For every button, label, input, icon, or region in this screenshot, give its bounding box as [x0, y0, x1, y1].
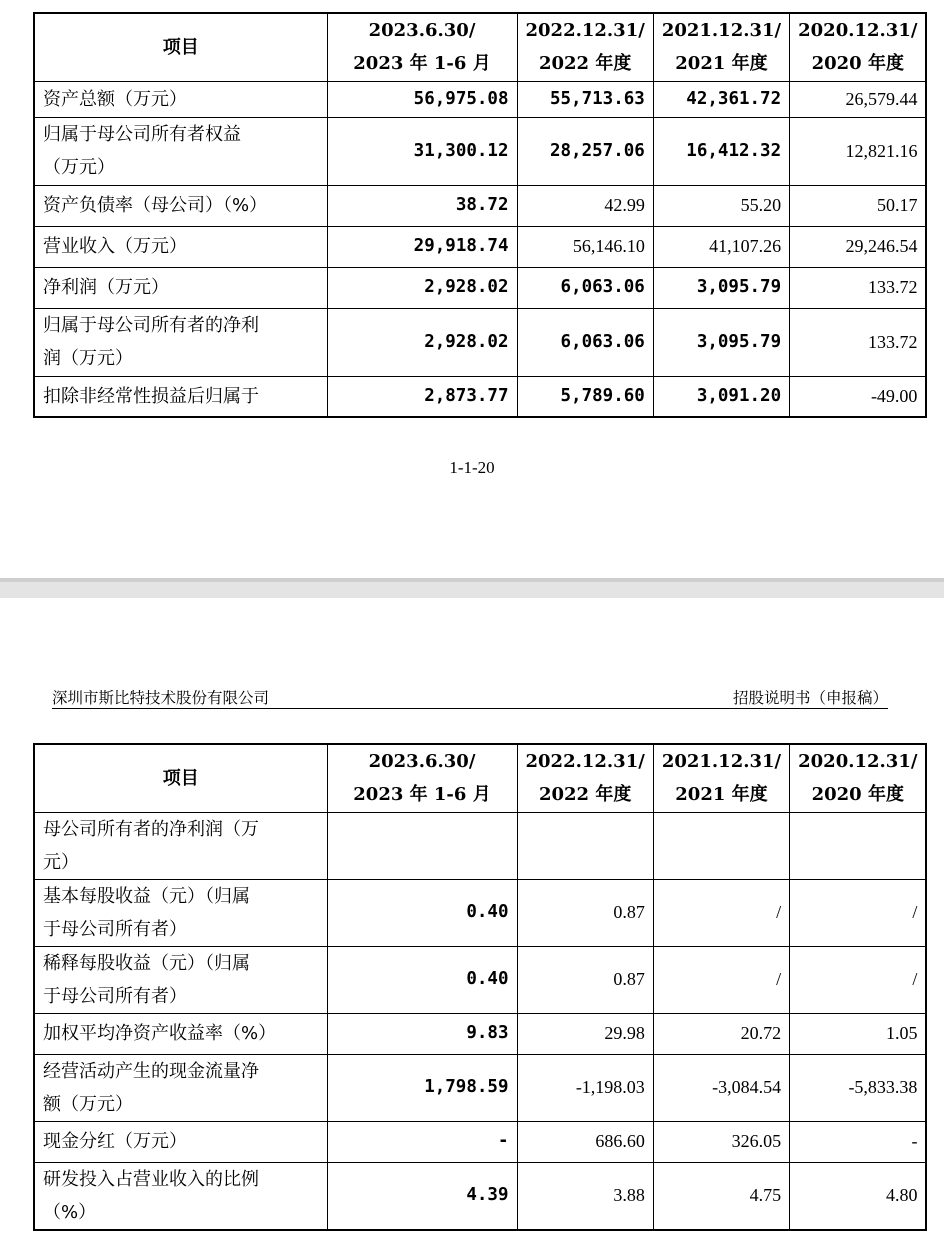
header-line: 2022.12.31/: [525, 20, 645, 42]
value-cell: 29,918.74: [327, 226, 517, 267]
company-name: 深圳市斯比特技术股份有限公司: [52, 689, 270, 707]
row-label: [34, 1054, 327, 1121]
row-label-line: 净利润（万元）: [43, 277, 169, 298]
value-cell: 50.17: [790, 185, 927, 226]
row-label-line: 额（万元）: [43, 1093, 133, 1115]
header-row: [34, 744, 926, 812]
row-label: [34, 267, 327, 308]
value-cell: 4.80: [790, 1162, 927, 1230]
row-label: [34, 226, 327, 267]
table-row: [34, 376, 926, 417]
header-line: 2023 年 1-6 月: [353, 784, 491, 806]
header-period: [790, 13, 927, 81]
value-cell: 42.99: [517, 185, 653, 226]
value-cell: -1,198.03: [517, 1054, 653, 1121]
value-cell: 0.87: [517, 879, 653, 946]
value-cell: 29.98: [517, 1013, 653, 1054]
header-row: [34, 13, 926, 81]
row-label-line: 资产负债率（母公司）（%）: [43, 195, 268, 216]
row-label: [34, 185, 327, 226]
header-line: 2022 年度: [538, 784, 632, 806]
row-label: [34, 1162, 327, 1230]
header-period: [790, 744, 927, 812]
row-label-line: 润（万元）: [43, 348, 133, 369]
value-cell: -: [790, 1121, 927, 1162]
table-row: [34, 1013, 926, 1054]
table-row: [34, 946, 926, 1013]
value-cell: 12,821.16: [790, 117, 927, 185]
table-row: [34, 308, 926, 376]
row-label-line: 于母公司所有者）: [43, 985, 187, 1007]
header-line: 项目: [162, 767, 199, 789]
header-period: [517, 13, 653, 81]
header-item: [34, 13, 327, 81]
row-label-line: 归属于母公司所有者的净利: [43, 315, 259, 336]
value-cell: 5,789.60: [517, 376, 653, 417]
value-cell: 2,928.02: [327, 267, 517, 308]
value-cell: 3,095.79: [653, 308, 789, 376]
value-cell: 1,798.59: [327, 1054, 517, 1121]
row-label: [34, 879, 327, 946]
value-cell: -3,084.54: [653, 1054, 789, 1121]
value-cell: [790, 812, 927, 879]
table-body: [34, 812, 926, 1230]
row-label: [34, 308, 327, 376]
value-cell: 133.72: [790, 267, 927, 308]
value-cell: [517, 812, 653, 879]
header-line: 2020 年度: [811, 53, 904, 75]
row-label-line: 资产总额（万元）: [43, 88, 187, 110]
value-cell: 9.83: [327, 1013, 517, 1054]
value-cell: /: [790, 879, 927, 946]
row-label: [34, 1121, 327, 1162]
row-label: [34, 812, 327, 879]
header-line: 2021 年度: [675, 53, 768, 75]
header-period: [653, 744, 789, 812]
row-label: [34, 1013, 327, 1054]
financial-table-top: [33, 12, 927, 418]
header-line: 2020 年度: [811, 784, 904, 806]
table-row: [34, 117, 926, 185]
table-row: [34, 81, 926, 117]
row-label: [34, 376, 327, 417]
value-cell: 31,300.12: [327, 117, 517, 185]
header-line: 2021 年度: [675, 784, 768, 806]
table-row: [34, 1054, 926, 1121]
row-label: [34, 946, 327, 1013]
value-cell: 16,412.32: [653, 117, 789, 185]
row-label-line: （%）: [43, 1201, 97, 1223]
value-cell: 56,975.08: [327, 81, 517, 117]
document-title: 招股说明书（申报稿）: [732, 689, 888, 707]
value-cell: 29,246.54: [790, 226, 927, 267]
table-row: [34, 267, 926, 308]
row-label-line: 稀释每股收益（元）（归属: [43, 952, 250, 974]
row-label-line: 母公司所有者的净利润（万: [43, 818, 259, 840]
value-cell: /: [653, 946, 789, 1013]
header-item: [34, 744, 327, 812]
table-row: [34, 812, 926, 879]
table-row: [34, 226, 926, 267]
header-line: 2022.12.31/: [525, 751, 645, 773]
value-cell: 28,257.06: [517, 117, 653, 185]
header-period: [327, 744, 517, 812]
value-cell: 6,063.06: [517, 267, 653, 308]
value-cell: -49.00: [790, 376, 927, 417]
page-number: 1-1-20: [449, 458, 495, 477]
row-label-line: 加权平均净资产收益率（%）: [43, 1023, 277, 1044]
row-label: [34, 81, 327, 117]
header-line: 2020.12.31/: [798, 20, 918, 42]
value-cell: 41,107.26: [653, 226, 789, 267]
table-body: [34, 81, 926, 417]
header-period: [517, 744, 653, 812]
value-cell: 42,361.72: [653, 81, 789, 117]
value-cell: 2,873.77: [327, 376, 517, 417]
value-cell: [327, 812, 517, 879]
value-cell: 4.39: [327, 1162, 517, 1230]
header-line: 2020.12.31/: [798, 751, 918, 773]
header-period: [653, 13, 789, 81]
row-label-line: 经营活动产生的现金流量净: [43, 1060, 259, 1082]
row-label-line: 研发投入占营业收入的比例: [43, 1168, 259, 1190]
table-row: [34, 1121, 926, 1162]
table-row: [34, 1162, 926, 1230]
row-label-line: 扣除非经常性损益后归属于: [43, 385, 259, 407]
value-cell: 326.05: [653, 1121, 789, 1162]
value-cell: 1.05: [790, 1013, 927, 1054]
value-cell: 133.72: [790, 308, 927, 376]
page-break: [0, 578, 944, 598]
value-cell: 3,091.20: [653, 376, 789, 417]
value-cell: 55,713.63: [517, 81, 653, 117]
value-cell: [653, 812, 789, 879]
table-header: [34, 744, 926, 812]
header-line: 2022 年度: [538, 53, 632, 75]
value-cell: 3.88: [517, 1162, 653, 1230]
value-cell: 20.72: [653, 1013, 789, 1054]
table-row: [34, 879, 926, 946]
row-label-line: 营业收入（万元）: [43, 236, 187, 257]
value-cell: 26,579.44: [790, 81, 927, 117]
row-label-line: （万元）: [43, 157, 115, 178]
row-label-line: 归属于母公司所有者权益: [43, 124, 241, 145]
value-cell: 38.72: [327, 185, 517, 226]
table-header: [34, 13, 926, 81]
header-period: [327, 13, 517, 81]
header-line: 2023.6.30/: [368, 20, 476, 42]
value-cell: 0.40: [327, 946, 517, 1013]
value-cell: -: [327, 1121, 517, 1162]
financial-table-bottom: [33, 743, 927, 1231]
row-label-line: 于母公司所有者）: [43, 918, 187, 940]
value-cell: 4.75: [653, 1162, 789, 1230]
header-line: 2021.12.31/: [661, 20, 782, 42]
header-line: 2023 年 1-6 月: [353, 53, 491, 75]
value-cell: 6,063.06: [517, 308, 653, 376]
row-label-line: 基本每股收益（元）（归属: [43, 885, 250, 907]
table-row: [34, 185, 926, 226]
value-cell: 2,928.02: [327, 308, 517, 376]
row-label-line: 现金分红（万元）: [43, 1131, 187, 1152]
value-cell: 0.87: [517, 946, 653, 1013]
value-cell: /: [790, 946, 927, 1013]
row-label: [34, 117, 327, 185]
value-cell: 55.20: [653, 185, 789, 226]
header-line: 项目: [162, 36, 199, 58]
value-cell: -5,833.38: [790, 1054, 927, 1121]
running-header: [52, 686, 888, 709]
header-line: 2021.12.31/: [661, 751, 782, 773]
value-cell: /: [653, 879, 789, 946]
header-line: 2023.6.30/: [368, 751, 476, 773]
value-cell: 686.60: [517, 1121, 653, 1162]
value-cell: 56,146.10: [517, 226, 653, 267]
value-cell: 3,095.79: [653, 267, 789, 308]
row-label-line: 元）: [43, 851, 79, 873]
value-cell: 0.40: [327, 879, 517, 946]
